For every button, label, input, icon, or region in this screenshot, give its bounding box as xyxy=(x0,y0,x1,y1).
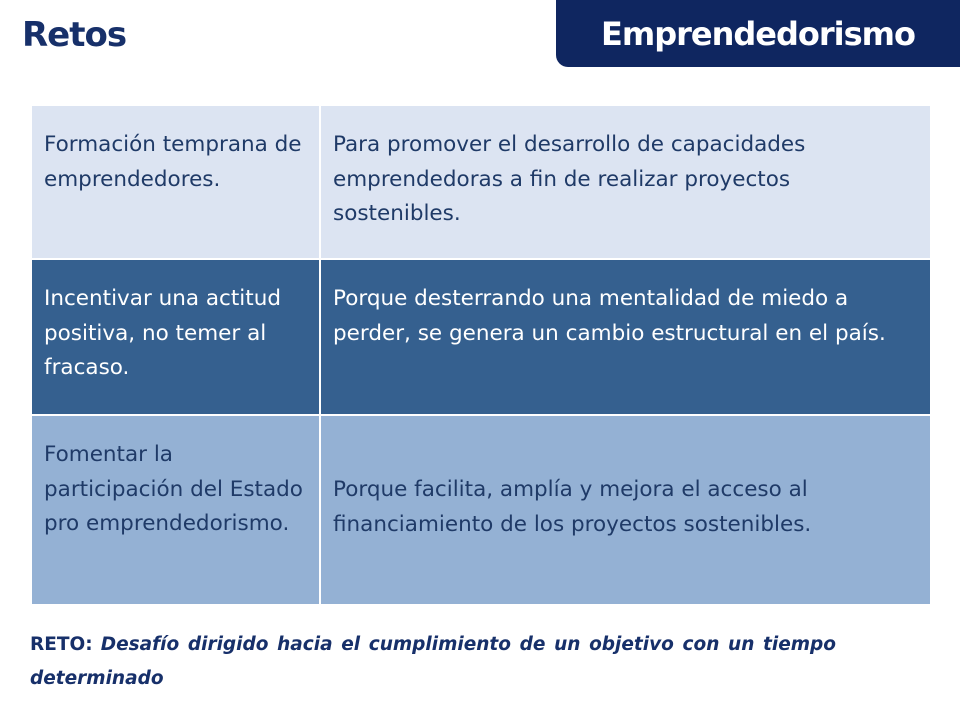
challenges-table xyxy=(30,104,932,606)
challenge-cell: Incentivar una actitud positiva, no temer al fracaso. xyxy=(31,259,320,415)
table-row xyxy=(31,259,931,415)
reason-cell: Porque facilita, amplía y mejora el acceso al financiamiento de los proyectos sostenibles. xyxy=(320,415,931,605)
slide-title: Retos xyxy=(22,15,127,55)
table-row xyxy=(31,105,931,259)
table-row xyxy=(31,415,931,605)
reason-cell: Porque desterrando una mentalidad de miedo a perder, se genera un cambio estructural en el país. xyxy=(320,259,931,415)
reason-cell: Para promover el desarrollo de capacidades emprendedoras a fin de realizar proyectos sostenibles. xyxy=(320,105,931,259)
challenge-cell: Formación temprana de emprendedores. xyxy=(31,105,320,259)
definition-note xyxy=(30,628,836,696)
topic-badge xyxy=(556,0,960,67)
challenge-cell: Fomentar la participación del Estado pro emprendedorismo. xyxy=(31,415,320,605)
topic-badge-label: Emprendedorismo xyxy=(601,14,915,53)
definition-term: RETO: xyxy=(30,634,93,655)
definition-text: Desafío dirigido hacia el cumplimiento de un objetivo con un tiempo determinado xyxy=(30,634,836,689)
